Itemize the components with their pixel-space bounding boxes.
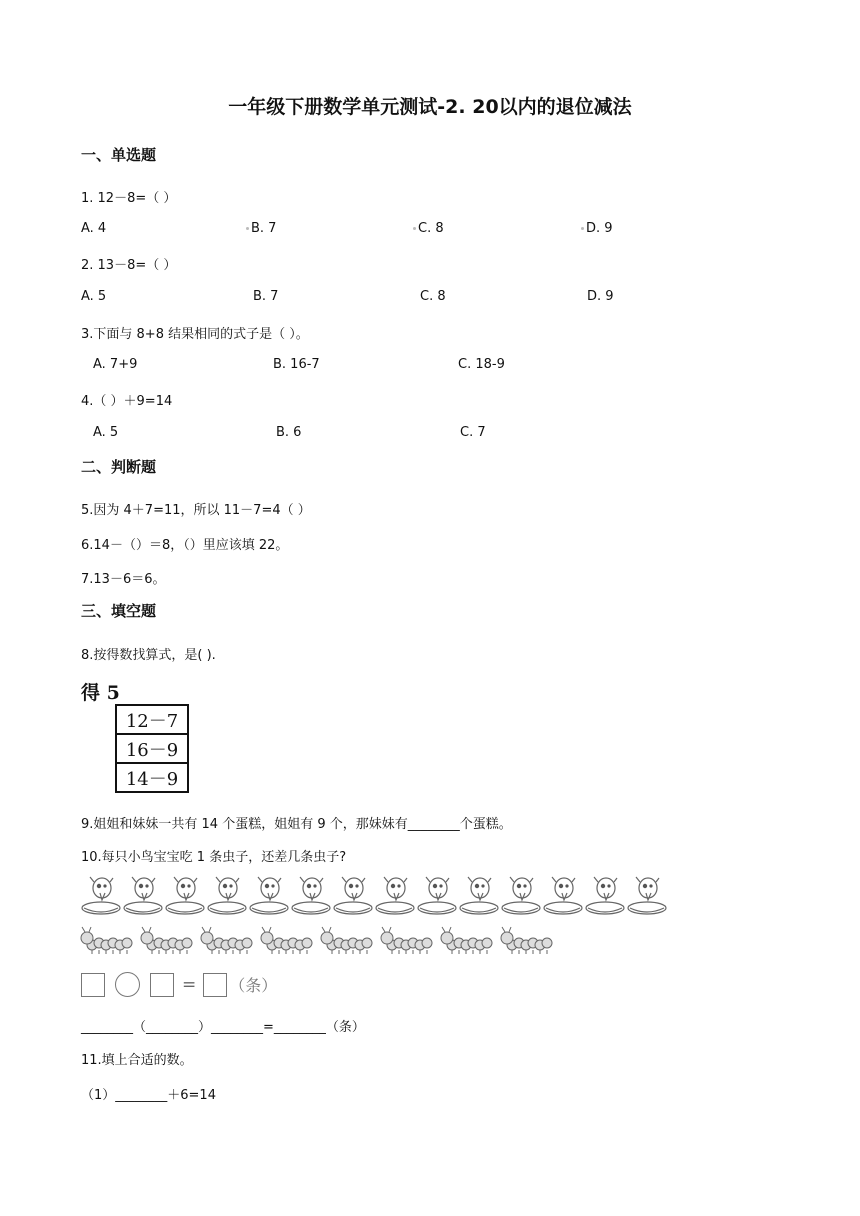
- expression-box[interactable]: 16－9: [117, 735, 187, 764]
- caterpillar-icon: [260, 925, 320, 959]
- section-heading-true-false: 二、判断题: [81, 458, 157, 476]
- result-label: 得 5: [81, 682, 120, 704]
- caterpillar-icon: [320, 925, 380, 959]
- baby-bird-icon: [122, 874, 164, 918]
- baby-bird-icon: [458, 874, 500, 918]
- page-title: 一年级下册数学单元测试-2. 20以内的退位减法: [228, 96, 632, 118]
- caterpillar-icon: [440, 925, 500, 959]
- question-2: 2. 13－8=（ ）: [81, 258, 177, 273]
- question-3: 3.下面与 8+8 结果相同的式子是（ ）。: [81, 327, 309, 342]
- baby-bird-icon: [584, 874, 626, 918]
- q1-option-b[interactable]: [246, 221, 276, 236]
- expression-box[interactable]: 14－9: [125, 768, 179, 790]
- equals-sign: =: [182, 974, 197, 995]
- equation-template: [81, 972, 277, 997]
- section-heading-fill-blank: 三、填空题: [81, 602, 157, 620]
- q1-option-d[interactable]: [581, 221, 613, 236]
- baby-bird-icon: [332, 874, 374, 918]
- q2-option-b[interactable]: B. 7: [253, 289, 279, 304]
- question-6: 6.14－（）＝8，（）里应该填 22。: [81, 538, 289, 553]
- blank-square-icon: [81, 973, 105, 997]
- question-11-part-1[interactable]: （1）________＋6=14: [81, 1088, 216, 1103]
- baby-bird-icon: [626, 874, 668, 918]
- q1-option-a[interactable]: A. 4: [81, 221, 107, 236]
- blank-square-icon: [150, 973, 174, 997]
- caterpillar-icon: [380, 925, 440, 959]
- caterpillar-row: [80, 925, 560, 959]
- q2-option-c[interactable]: C. 8: [420, 289, 446, 304]
- question-10-answer-line[interactable]: ________（________）________=________（条）: [81, 1020, 365, 1035]
- q2-option-a[interactable]: A. 5: [81, 289, 107, 304]
- question-4: 4.（ ）＋9=14: [81, 394, 173, 409]
- q3-option-b[interactable]: B. 16-7: [273, 357, 320, 372]
- question-1: 1. 12－8=（ ）: [81, 191, 177, 206]
- q1-option-c-label: C. 8: [418, 221, 444, 236]
- question-8: 8.按得数找算式，是( ).: [81, 648, 216, 663]
- baby-bird-icon: [206, 874, 248, 918]
- baby-bird-icon: [374, 874, 416, 918]
- q1-option-d-label: D. 9: [586, 221, 613, 236]
- baby-bird-icon: [290, 874, 332, 918]
- section-heading-single-choice: 一、单选题: [81, 146, 157, 164]
- q4-option-b[interactable]: B. 6: [276, 425, 302, 440]
- baby-bird-icon: [164, 874, 206, 918]
- bullet-dot-icon: [581, 227, 584, 230]
- q1-option-b-label: B. 7: [251, 221, 277, 236]
- bullet-dot-icon: [413, 227, 416, 230]
- baby-bird-icon: [416, 874, 458, 918]
- baby-bird-icon: [542, 874, 584, 918]
- caterpillar-icon: [140, 925, 200, 959]
- blank-square-icon: [203, 973, 227, 997]
- caterpillar-icon: [80, 925, 140, 959]
- question-9: 9.姐姐和妹妹一共有 14 个蛋糕，姐姐有 9 个，那妹妹有________个蛋糕。: [81, 817, 512, 832]
- baby-bird-icon: [80, 874, 122, 918]
- q4-option-c[interactable]: C. 7: [460, 425, 486, 440]
- q1-option-c[interactable]: [413, 221, 444, 236]
- caterpillar-icon: [200, 925, 260, 959]
- q3-option-a[interactable]: A. 7+9: [93, 357, 138, 372]
- blank-circle-icon: [115, 972, 140, 997]
- q3-option-c[interactable]: C. 18-9: [458, 357, 505, 372]
- question-7: 7.13－6＝6。: [81, 572, 166, 587]
- baby-bird-icon: [248, 874, 290, 918]
- q2-option-d[interactable]: D. 9: [587, 289, 614, 304]
- question-5: 5.因为 4＋7=11，所以 11－7=4（ ）: [81, 503, 311, 518]
- expression-box[interactable]: 12－7: [117, 706, 187, 735]
- q4-option-a[interactable]: A. 5: [93, 425, 119, 440]
- unit-label: （条）: [229, 976, 278, 995]
- baby-bird-icon: [500, 874, 542, 918]
- baby-bird-row: [80, 874, 668, 918]
- question-11: 11.填上合适的数。: [81, 1053, 193, 1068]
- caterpillar-icon: [500, 925, 560, 959]
- expression-box-table: [115, 704, 189, 793]
- question-10: 10.每只小鸟宝宝吃 1 条虫子，还差几条虫子?: [81, 850, 347, 865]
- bullet-dot-icon: [246, 227, 249, 230]
